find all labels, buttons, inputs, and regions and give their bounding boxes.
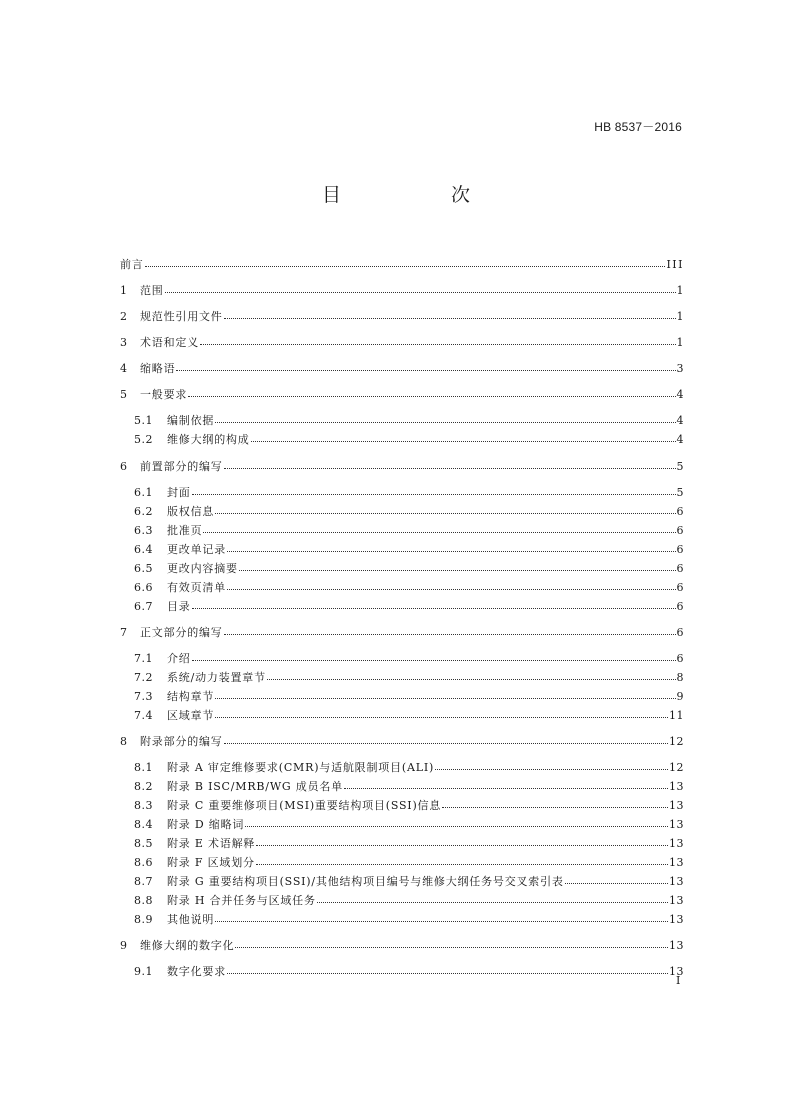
toc-entry-page: 6 — [676, 523, 684, 537]
toc-entry[interactable] — [120, 892, 684, 908]
toc-entry-page: 6 — [676, 599, 684, 613]
toc-entry-label: 批准页 — [167, 524, 203, 537]
toc-entry[interactable] — [120, 308, 684, 324]
toc-entry-label: 附录 F 区域划分 — [167, 856, 255, 869]
toc-entry-page: 13 — [669, 836, 684, 850]
toc-leader-dots — [256, 863, 668, 865]
toc-leader-dots — [344, 787, 668, 789]
toc-entry[interactable] — [120, 256, 684, 272]
toc-entry-label: 系统/动力装置章节 — [167, 671, 266, 684]
toc-entry-label: 介绍 — [167, 652, 191, 665]
toc-leader-dots — [203, 531, 675, 533]
toc-entry-page: 4 — [676, 432, 684, 446]
toc-leader-dots — [200, 343, 676, 345]
toc-entry[interactable] — [120, 937, 684, 953]
toc-entry[interactable] — [120, 360, 684, 376]
toc-leader-dots — [192, 659, 676, 661]
page-title: 目 次 — [321, 184, 523, 206]
toc-entry-number: 5.2 — [134, 432, 153, 446]
table-of-contents — [120, 0, 684, 1000]
toc-leader-dots — [224, 633, 676, 635]
toc-leader-dots — [239, 569, 676, 571]
toc-entry[interactable] — [120, 733, 684, 749]
toc-entry[interactable] — [120, 688, 684, 704]
toc-entry-page: 12 — [669, 734, 684, 748]
toc-entry-number: 2 — [120, 309, 128, 323]
toc-entry-label: 附录 B ISC/MRB/WG 成员名单 — [167, 780, 344, 793]
toc-leader-dots — [215, 697, 675, 699]
toc-leader-dots — [145, 265, 666, 267]
toc-leader-dots — [215, 920, 668, 922]
toc-entry-page: 3 — [676, 361, 684, 375]
toc-entry-label: 更改内容摘要 — [167, 562, 238, 575]
toc-entry-page: 1 — [676, 283, 684, 297]
toc-entry-page: 13 — [669, 798, 684, 812]
toc-leader-dots — [224, 467, 676, 469]
toc-entry-page: 12 — [669, 760, 684, 774]
toc-entry[interactable] — [120, 431, 684, 447]
toc-entry-number: 5.1 — [134, 413, 153, 427]
toc-entry-label: 附录 C 重要维修项目(MSI)重要结构项目(SSI)信息 — [167, 799, 442, 812]
toc-entry-number: 3 — [120, 335, 128, 349]
toc-entry-page: 11 — [669, 708, 684, 722]
toc-entry-page: 13 — [669, 938, 684, 952]
toc-leader-dots — [227, 972, 668, 974]
toc-entry-label: 更改单记录 — [167, 543, 226, 556]
toc-entry-page: 1 — [676, 335, 684, 349]
toc-entry[interactable] — [120, 963, 684, 979]
toc-entry-label: 附录 D 缩略词 — [167, 818, 245, 831]
toc-entry-page: 13 — [669, 855, 684, 869]
toc-entry[interactable] — [120, 334, 684, 350]
toc-entry-number: 6.7 — [134, 599, 153, 613]
toc-leader-dots — [224, 317, 676, 319]
toc-entry-label: 术语和定义 — [140, 336, 199, 349]
toc-entry-page: 4 — [676, 413, 684, 427]
toc-leader-dots — [192, 493, 676, 495]
toc-entry[interactable] — [120, 624, 684, 640]
toc-entry-label: 前言 — [120, 258, 144, 271]
toc-leader-dots — [188, 395, 675, 397]
toc-entry-number: 8.3 — [134, 798, 153, 812]
toc-entry-number: 7.4 — [134, 708, 153, 722]
toc-entry-number: 8.9 — [134, 912, 153, 926]
toc-entry[interactable] — [120, 458, 684, 474]
toc-leader-dots — [442, 806, 668, 808]
toc-entry[interactable] — [120, 650, 684, 666]
toc-entry-number: 7.1 — [134, 651, 153, 665]
toc-entry-page: 13 — [669, 817, 684, 831]
toc-entry-label: 封面 — [167, 486, 191, 499]
toc-leader-dots — [435, 768, 668, 770]
toc-entry-label: 有效页清单 — [167, 581, 226, 594]
toc-entry-label: 维修大纲的数字化 — [140, 939, 235, 952]
toc-entry-label: 附录 E 术语解释 — [167, 837, 256, 850]
toc-leader-dots — [215, 421, 675, 423]
toc-entry-label: 正文部分的编写 — [140, 626, 223, 639]
toc-entry[interactable] — [120, 854, 684, 870]
toc-entry-page: 13 — [669, 912, 684, 926]
toc-entry[interactable] — [120, 835, 684, 851]
toc-entry-label: 附录 A 审定维修要求(CMR)与适航限制项目(ALI) — [167, 761, 435, 774]
toc-entry-page: 4 — [676, 387, 684, 401]
toc-entry[interactable] — [120, 503, 684, 519]
toc-entry-label: 规范性引用文件 — [140, 310, 223, 323]
toc-entry-label: 结构章节 — [167, 690, 215, 703]
toc-entry-label: 附录部分的编写 — [140, 735, 223, 748]
toc-entry-page: 1 — [676, 309, 684, 323]
toc-leader-dots — [215, 512, 675, 514]
toc-entry-label: 数字化要求 — [167, 965, 226, 978]
toc-entry-page: 6 — [676, 651, 684, 665]
toc-leader-dots — [165, 291, 676, 293]
toc-entry[interactable] — [120, 598, 684, 614]
toc-entry-page: 8 — [676, 670, 684, 684]
toc-entry-page: 13 — [669, 964, 684, 978]
toc-leader-dots — [317, 901, 668, 903]
toc-leader-dots — [224, 742, 668, 744]
toc-entry[interactable] — [120, 412, 684, 428]
toc-entry-page: 6 — [676, 504, 684, 518]
document-code: HB 8537－2016 — [594, 120, 682, 134]
toc-leader-dots — [245, 825, 668, 827]
toc-entry-label: 缩略语 — [140, 362, 176, 375]
toc-entry-number: 5 — [120, 387, 128, 401]
toc-entry-page: 6 — [676, 580, 684, 594]
toc-entry-page: 6 — [676, 625, 684, 639]
toc-entry-label: 附录 G 重要结构项目(SSI)/其他结构项目编号与维修大纲任务号交叉索引表 — [167, 875, 564, 888]
toc-entry[interactable] — [120, 873, 684, 889]
toc-entry[interactable] — [120, 759, 684, 775]
toc-entry-page: 9 — [676, 689, 684, 703]
toc-entry-page: III — [666, 257, 684, 271]
toc-entry-number: 6 — [120, 459, 128, 473]
toc-entry-number: 6.3 — [134, 523, 153, 537]
toc-entry[interactable] — [120, 669, 684, 685]
toc-entry-number: 7.2 — [134, 670, 153, 684]
toc-entry[interactable] — [120, 911, 684, 927]
toc-entry-number: 8 — [120, 734, 128, 748]
footer-page-number: I — [676, 974, 681, 987]
toc-entry-number: 9.1 — [134, 964, 153, 978]
toc-leader-dots — [235, 946, 668, 948]
toc-leader-dots — [227, 550, 676, 552]
toc-entry-number: 6.5 — [134, 561, 153, 575]
toc-entry-page: 6 — [676, 542, 684, 556]
toc-entry-label: 范围 — [140, 284, 164, 297]
toc-entry-number: 8.2 — [134, 779, 153, 793]
toc-entry[interactable] — [120, 707, 684, 723]
toc-entry-page: 5 — [676, 459, 684, 473]
toc-entry-label: 附录 H 合并任务与区域任务 — [167, 894, 316, 907]
toc-entry[interactable] — [120, 282, 684, 298]
toc-entry[interactable] — [120, 522, 684, 538]
toc-entry-number: 8.6 — [134, 855, 153, 869]
toc-entry-label: 前置部分的编写 — [140, 460, 223, 473]
toc-entry-number: 4 — [120, 361, 128, 375]
toc-entry[interactable] — [120, 541, 684, 557]
toc-entry-number: 6.6 — [134, 580, 153, 594]
toc-entry-label: 版权信息 — [167, 505, 215, 518]
toc-entry[interactable] — [120, 386, 684, 402]
toc-entry[interactable] — [120, 560, 684, 576]
toc-entry-number: 8.4 — [134, 817, 153, 831]
toc-entry[interactable] — [120, 816, 684, 832]
toc-entry-label: 编制依据 — [167, 414, 215, 427]
toc-leader-dots — [267, 678, 676, 680]
toc-leader-dots — [176, 369, 675, 371]
toc-entry-number: 6.2 — [134, 504, 153, 518]
toc-leader-dots — [227, 588, 676, 590]
toc-entry-number: 8.5 — [134, 836, 153, 850]
toc-entry-number: 8.7 — [134, 874, 153, 888]
toc-entry-number: 7 — [120, 625, 128, 639]
toc-entry[interactable] — [120, 579, 684, 595]
toc-entry-number: 8.8 — [134, 893, 153, 907]
toc-leader-dots — [192, 607, 676, 609]
toc-entry[interactable] — [120, 778, 684, 794]
toc-entry-number: 6.1 — [134, 485, 153, 499]
toc-entry-label: 维修大纲的构成 — [167, 433, 250, 446]
toc-entry[interactable] — [120, 797, 684, 813]
toc-entry-number: 9 — [120, 938, 128, 952]
toc-leader-dots — [565, 882, 668, 884]
toc-leader-dots — [251, 440, 676, 442]
toc-entry-page: 13 — [669, 779, 684, 793]
toc-entry-number: 7.3 — [134, 689, 153, 703]
toc-entry-page: 13 — [669, 893, 684, 907]
toc-entry-label: 目录 — [167, 600, 191, 613]
toc-entry-number: 8.1 — [134, 760, 153, 774]
toc-entry-label: 其他说明 — [167, 913, 215, 926]
toc-entry-number: 6.4 — [134, 542, 153, 556]
toc-entry-page: 6 — [676, 561, 684, 575]
toc-entry-label: 区域章节 — [167, 709, 215, 722]
toc-entry-page: 5 — [676, 485, 684, 499]
toc-entry[interactable] — [120, 484, 684, 500]
toc-leader-dots — [215, 716, 668, 718]
toc-entry-page: 13 — [669, 874, 684, 888]
toc-entry-label: 一般要求 — [140, 388, 188, 401]
toc-entry-number: 1 — [120, 283, 128, 297]
toc-leader-dots — [256, 844, 668, 846]
